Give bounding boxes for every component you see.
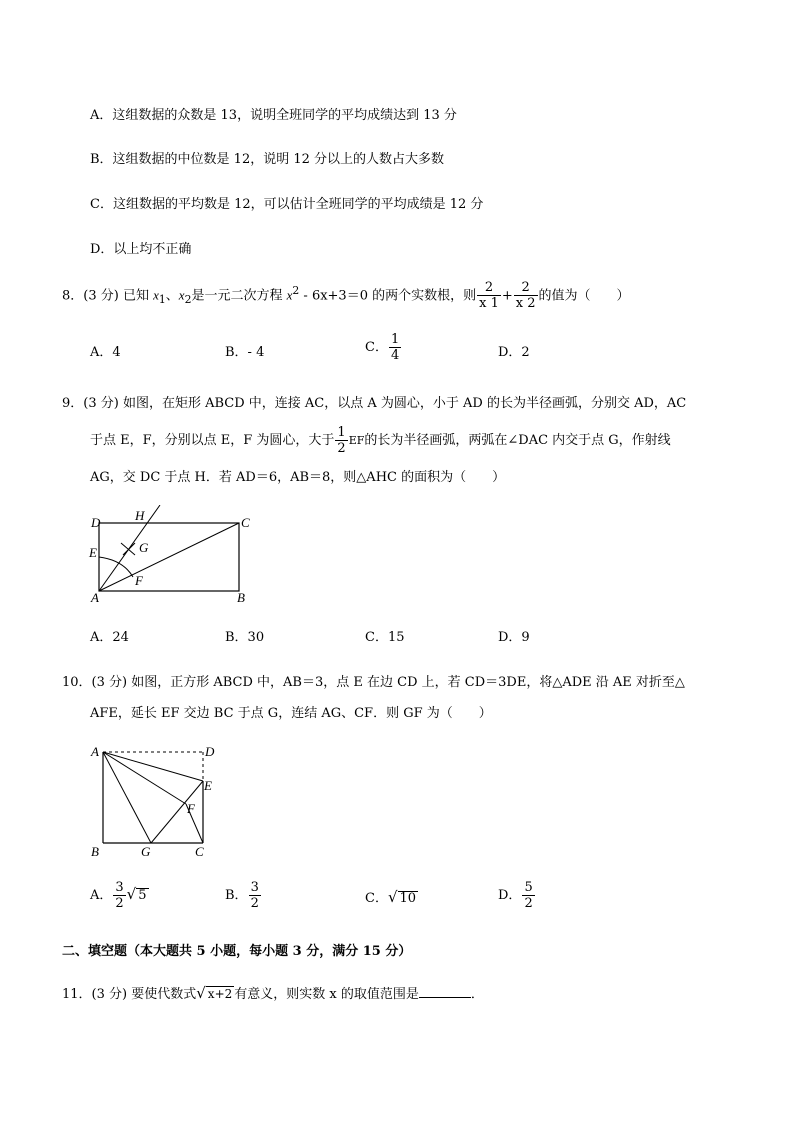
q9-label-a: A xyxy=(91,590,99,605)
q10-option-b: B． $\frac{3}{2}$ xyxy=(225,880,259,911)
q11-answer-blank xyxy=(419,997,471,998)
q9-label-b: B xyxy=(237,590,245,605)
q10-label-f: F xyxy=(187,801,195,816)
q9-label-h: H xyxy=(135,508,145,523)
q9-label-f: F xyxy=(135,573,143,588)
q7-option-a: A．这组数据的众数是 13，说明全班同学的平均成绩达到 13 分 xyxy=(90,108,457,123)
q9-diagonal-ac xyxy=(99,523,239,591)
q10-line-1: 10．(3 分) 如图，正方形 ABCD 中，AB＝3，点 E 在边 CD 上，若 CD＝3DE，将△ADE 沿 AE 对折至△ xyxy=(62,675,685,690)
q9-label-d: D xyxy=(91,515,101,530)
section-2-title: 二、填空题（本大题共 5 小题，每小题 3 分，满分 15 分） xyxy=(62,944,412,959)
q10-figure xyxy=(85,738,225,863)
q10-label-c: C xyxy=(195,844,204,859)
q10-segment-eg xyxy=(151,781,203,843)
q9-line-2: 于点 E，F，分别以点 E，F 为圆心，大于 $\frac{1}{2}$ EF的长为半径画弧，两弧在∠DAC 内交于点 G，作射线 xyxy=(90,425,671,456)
q8-fraction-1: $\frac{2}{x 1}$ xyxy=(479,280,499,312)
q9-label-e: E xyxy=(89,545,97,560)
q10-label-b: B xyxy=(91,844,99,859)
q8-option-c: C． $\frac{1}{4}$ xyxy=(365,332,400,363)
q8-option-d: D．2 xyxy=(498,345,530,360)
q8-option-b: B．- 4 xyxy=(225,345,265,360)
q9-label-g: G xyxy=(139,540,149,555)
q9-option-d: D．9 xyxy=(498,630,530,645)
q9-figure xyxy=(85,505,265,610)
q7-option-c: C．这组数据的平均数是 12，可以估计全班同学的平均成绩是 12 分 xyxy=(90,197,484,212)
q9-line-1: 9．(3 分) 如图，在矩形 ABCD 中，连接 AC，以点 A 为圆心，小于 AD 的长为半径画弧，分别交 AD，AC xyxy=(62,396,687,411)
q9-option-b: B．30 xyxy=(225,630,265,645)
q8-fraction-2: $\frac{2}{x 2}$ xyxy=(515,280,536,312)
q9-label-c: C xyxy=(241,515,250,530)
q10-segment-ae xyxy=(103,752,203,781)
q10-segment-ag xyxy=(103,752,151,843)
q8-stem: 8．(3 分) 已知 $x_1$、$x_2$是一元二次方程 $x^2 - 6x+3=0$ 的两个实数根，则 $\frac{2}{x 1}$ + $\frac{2}{x 2}$ 的值为（ ） xyxy=(62,280,630,312)
q10-line-2: AFE，延长 EF 交边 BC 于点 G，连结 AG、CF．则 GF 为（ ） xyxy=(90,706,492,721)
q10-label-d: D xyxy=(205,744,215,759)
q7-option-d: D．以上均不正确 xyxy=(90,242,192,257)
q10-segment-af xyxy=(103,752,186,804)
q10-label-a: A xyxy=(91,744,99,759)
q10-label-e: E xyxy=(204,778,212,793)
q9-line-3: AG，交 DC 于点 H．若 AD＝6，AB＝8，则△AHC 的面积为（ ） xyxy=(90,470,506,485)
q9-arc-cross xyxy=(121,543,135,555)
q9-option-a: A．24 xyxy=(90,630,129,645)
q10-option-d: D． $\frac{5}{2}$ xyxy=(498,880,533,911)
q10-option-c: C．√ 10 xyxy=(365,888,417,906)
q8-option-a: A．4 xyxy=(90,345,121,360)
q7-option-b: B．这组数据的中位数是 12，说明 12 分以上的人数占大多数 xyxy=(90,152,445,167)
q10-option-a: A． $\frac{3}{2}$ √ 5 xyxy=(90,880,147,911)
q9-option-c: C．15 xyxy=(365,630,405,645)
q10-label-g: G xyxy=(141,844,151,859)
q11-stem: 11．(3 分) 要使代数式√ x+2 有意义，则实数 x 的取值范围是 ． xyxy=(62,984,484,1002)
